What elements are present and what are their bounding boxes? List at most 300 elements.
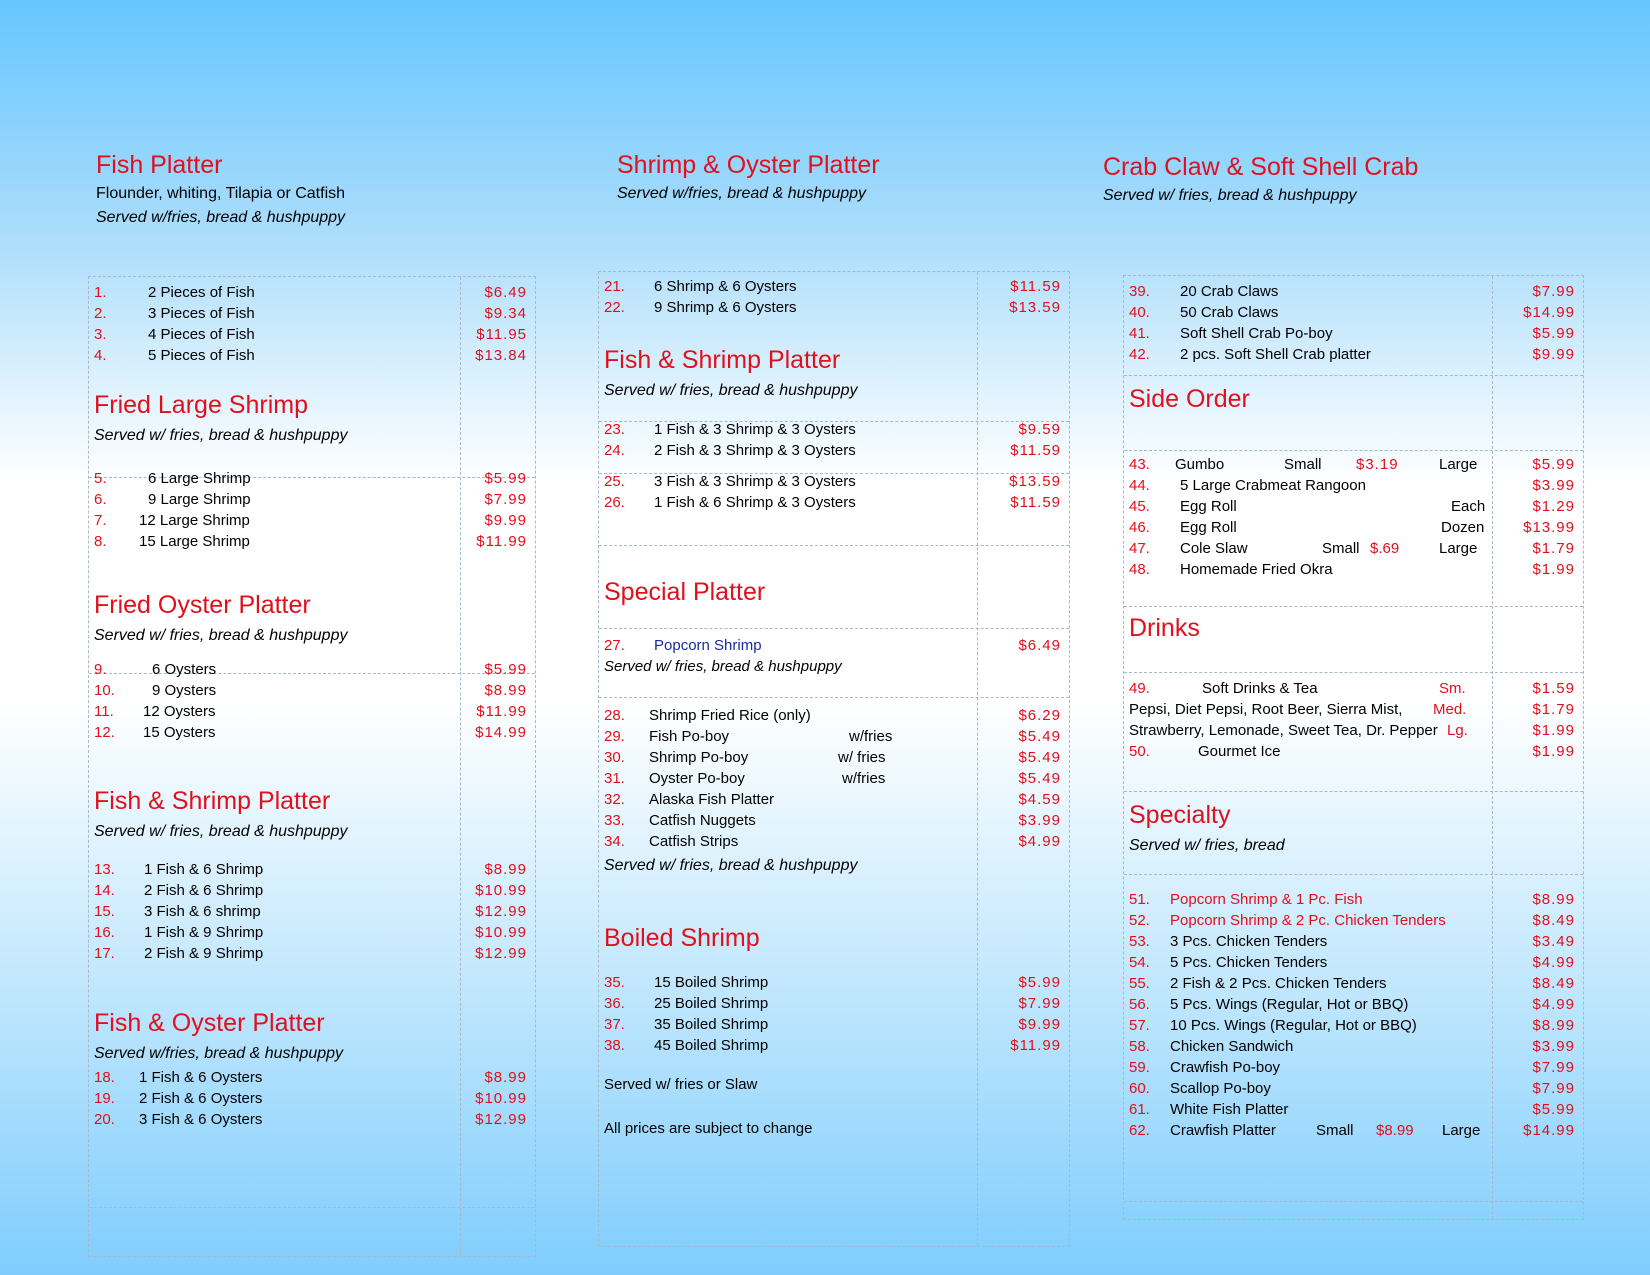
item-price: $7.99	[484, 491, 527, 508]
item-price: $7.99	[1532, 1080, 1575, 1097]
size-label: Lg.	[1447, 722, 1468, 739]
item-price: $11.59	[1010, 442, 1061, 459]
menu-item	[94, 531, 532, 552]
item-description: Cole Slaw	[1180, 540, 1248, 557]
menu-item	[1129, 910, 1580, 931]
item-price: $5.99	[1018, 974, 1061, 991]
item-price: $13.59	[1009, 299, 1061, 316]
item-number: 9.	[94, 661, 107, 678]
item-description: Soft Shell Crab Po-boy	[1180, 325, 1333, 342]
item-price: $1.99	[1532, 561, 1575, 578]
item-description: 2 Fish & 2 Pcs. Chicken Tenders	[1170, 975, 1387, 992]
menu-item	[1129, 889, 1580, 910]
item-price: $8.49	[1532, 912, 1575, 929]
item-price: $11.99	[476, 533, 527, 550]
item-price: $13.59	[1009, 473, 1061, 490]
item-price: $4.59	[1018, 791, 1061, 808]
section-title: Drinks	[1129, 614, 1200, 642]
menu-item	[94, 282, 532, 303]
section-title: Special Platter	[604, 578, 766, 606]
shrimp-oyster-header	[617, 150, 880, 206]
size-small: Small	[1284, 456, 1322, 473]
item-price: $1.79	[1532, 701, 1575, 718]
item-price: $12.99	[475, 945, 527, 962]
item-number: 55.	[1129, 975, 1150, 992]
item-description: 5 Pcs. Wings (Regular, Hot or BBQ)	[1170, 996, 1409, 1013]
item-description: 2 Pieces of Fish	[148, 284, 255, 301]
item-description: Shrimp Fried Rice (only)	[649, 707, 811, 724]
section-title: Fish & Shrimp Platter	[604, 346, 841, 374]
menu-item	[1129, 994, 1580, 1015]
item-description: 2 pcs. Soft Shell Crab platter	[1180, 346, 1371, 363]
section-subtitle: Served w/ fries, bread & hushpuppy	[1103, 187, 1357, 204]
menu-item	[604, 726, 1066, 747]
item-price: $11.99	[1010, 1037, 1061, 1054]
item-number: 51.	[1129, 891, 1150, 908]
menu-item	[1129, 323, 1580, 344]
small-price: $3.19	[1356, 456, 1399, 473]
item-price: $12.99	[475, 1111, 527, 1128]
item-description: Gumbo	[1175, 456, 1225, 473]
item-number: 17.	[94, 945, 115, 962]
item-description: Egg Roll	[1180, 498, 1237, 515]
item-description: Crawfish Platter	[1170, 1122, 1276, 1139]
item-number: 57.	[1129, 1017, 1150, 1034]
section-subtitle: Served w/fries, bread & hushpuppy	[617, 185, 867, 202]
price-disclaimer: All prices are subject to change	[604, 1120, 813, 1137]
item-description: Popcorn Shrimp & 1 Pc. Fish	[1170, 891, 1363, 908]
menu-item	[604, 276, 1066, 297]
size-large: Large	[1439, 456, 1478, 473]
item-description: 10 Pcs. Wings (Regular, Hot or BBQ)	[1170, 1017, 1417, 1034]
item-number: 38.	[604, 1037, 625, 1054]
item-description: Shrimp Po-boy	[649, 749, 749, 766]
item-number: 59.	[1129, 1059, 1150, 1076]
item-price: $14.99	[1523, 1122, 1575, 1139]
item-price: $1.29	[1532, 498, 1575, 515]
item-price: $8.99	[484, 861, 527, 878]
item-price: $9.99	[1018, 1016, 1061, 1033]
unit-label: Dozen	[1441, 519, 1485, 536]
item-number: 12.	[94, 724, 115, 741]
menu-panel-2	[598, 271, 1070, 1247]
item-number: 3.	[94, 326, 107, 343]
menu-item	[1129, 302, 1580, 323]
item-number: 32.	[604, 791, 625, 808]
unit-label: Each	[1451, 498, 1486, 515]
item-number: 39.	[1129, 283, 1150, 300]
menu-item	[1129, 1015, 1580, 1036]
item-description: Egg Roll	[1180, 519, 1237, 536]
item-price: $5.49	[1018, 728, 1061, 745]
item-description: 4 Pieces of Fish	[148, 326, 255, 343]
item-description: Catfish Strips	[649, 833, 739, 850]
section-title: Boiled Shrimp	[604, 924, 760, 952]
item-price: $3.99	[1532, 477, 1575, 494]
item-price: $8.99	[1532, 891, 1575, 908]
item-price: $9.59	[1018, 421, 1061, 438]
item-number: 14.	[94, 882, 115, 899]
item-description: 2 Fish & 3 Shrimp & 3 Oysters	[654, 442, 856, 459]
item-description: 15 Oysters	[143, 724, 216, 741]
item-price: $11.59	[1010, 494, 1061, 511]
item-number: 35.	[604, 974, 625, 991]
item-price: $4.99	[1532, 954, 1575, 971]
item-number: 33.	[604, 812, 625, 829]
item-number: 24.	[604, 442, 625, 459]
item-price: $5.49	[1018, 749, 1061, 766]
item-number: 2.	[94, 305, 107, 322]
size-small: Small	[1322, 540, 1360, 557]
item-number: 18.	[94, 1069, 115, 1086]
item-number: 23.	[604, 421, 625, 438]
item-description: 1 Fish & 6 Shrimp	[144, 861, 264, 878]
item-description: Oyster Po-boy	[649, 770, 745, 787]
menu-item	[1129, 496, 1580, 517]
item-description: 15 Boiled Shrimp	[654, 974, 769, 991]
menu-item	[604, 705, 1066, 726]
item-description: 35 Boiled Shrimp	[654, 1016, 769, 1033]
item-description: Popcorn Shrimp & 2 Pc. Chicken Tenders	[1170, 912, 1446, 929]
item-number: 30.	[604, 749, 625, 766]
menu-item	[604, 993, 1066, 1014]
item-number: 41.	[1129, 325, 1150, 342]
item-number: 11.	[94, 703, 114, 720]
menu-item	[94, 701, 532, 722]
menu-item	[604, 747, 1066, 768]
section-subtitle: Served w/ fries, bread & hushpuppy	[604, 658, 842, 675]
item-number: 15.	[94, 903, 115, 920]
item-description: White Fish Platter	[1170, 1101, 1289, 1118]
item-description: 12 Large Shrimp	[139, 512, 250, 529]
item-number: 50.	[1129, 743, 1150, 760]
item-description: Strawberry, Lemonade, Sweet Tea, Dr. Pepper	[1129, 722, 1438, 739]
item-price: $10.99	[475, 1090, 527, 1107]
item-number: 52.	[1129, 912, 1150, 929]
item-description: Catfish Nuggets	[649, 812, 756, 829]
menu-item	[1129, 1099, 1580, 1120]
section-subtitle: Served w/ fries, bread & hushpuppy	[94, 627, 348, 644]
item-description: 1 Fish & 6 Oysters	[139, 1069, 263, 1086]
menu-item	[94, 468, 532, 489]
item-number: 48.	[1129, 561, 1150, 578]
item-price: $11.59	[1010, 278, 1061, 295]
item-description: Chicken Sandwich	[1170, 1038, 1294, 1055]
section-subtitle: Served w/ fries, bread & hushpuppy	[604, 382, 858, 399]
item-price: $5.99	[1532, 325, 1575, 342]
menu-item	[604, 297, 1066, 318]
item-description: Scallop Po-boy	[1170, 1080, 1271, 1097]
item-description: 9 Shrimp & 6 Oysters	[654, 299, 797, 316]
item-number: 20.	[94, 1111, 115, 1128]
section-subtitle: Flounder, whiting, Tilapia or Catfish	[96, 185, 346, 202]
menu-item	[1129, 517, 1580, 538]
item-description: 6 Shrimp & 6 Oysters	[654, 278, 797, 295]
item-price: $8.99	[484, 1069, 527, 1086]
fish-platter-header	[96, 150, 345, 230]
item-number: 6.	[94, 491, 107, 508]
item-price: $14.99	[475, 724, 527, 741]
menu-item	[1129, 538, 1580, 559]
menu-item	[94, 345, 532, 366]
item-number: 54.	[1129, 954, 1150, 971]
item-description: Popcorn Shrimp	[654, 637, 762, 654]
item-price: $7.99	[1018, 995, 1061, 1012]
item-number: 45.	[1129, 498, 1150, 515]
menu-item	[1129, 281, 1580, 302]
item-description: 5 Pieces of Fish	[148, 347, 255, 364]
item-description: 1 Fish & 9 Shrimp	[144, 924, 264, 941]
menu-item	[1129, 931, 1580, 952]
section-subtitle: Served w/ fries, bread	[1129, 837, 1285, 854]
section-title: Crab Claw & Soft Shell Crab	[1103, 153, 1419, 181]
menu-item	[94, 901, 532, 922]
crab-header	[1103, 152, 1418, 208]
menu-item	[1129, 952, 1580, 973]
item-description: 20 Crab Claws	[1180, 283, 1279, 300]
item-price: $4.99	[1018, 833, 1061, 850]
item-price: $8.99	[1532, 1017, 1575, 1034]
item-number: 56.	[1129, 996, 1150, 1013]
item-price: $3.49	[1532, 933, 1575, 950]
menu-item	[94, 510, 532, 531]
item-number: 22.	[604, 299, 625, 316]
item-description: Alaska Fish Platter	[649, 791, 775, 808]
item-price: $13.99	[1523, 519, 1575, 536]
boiled-note: Served w/ fries or Slaw	[604, 1076, 758, 1093]
item-description: 9 Oysters	[152, 682, 217, 699]
section-subtitle: Served w/ fries, bread & hushpuppy	[94, 823, 348, 840]
item-description: 45 Boiled Shrimp	[654, 1037, 769, 1054]
item-price: $9.99	[1532, 346, 1575, 363]
item-note: w/fries	[842, 770, 886, 787]
menu-item	[604, 1014, 1066, 1035]
item-description: 1 Fish & 6 Shrimp & 3 Oysters	[654, 494, 856, 511]
item-description: Fish Po-boy	[649, 728, 730, 745]
menu-item	[604, 972, 1066, 993]
menu-item	[1129, 344, 1580, 365]
menu-item	[604, 471, 1066, 492]
section-title: Fish & Shrimp Platter	[94, 787, 331, 815]
menu-item	[604, 768, 1066, 789]
item-description: 6 Oysters	[152, 661, 217, 678]
menu-item	[1129, 1120, 1580, 1141]
section-subtitle: Served w/fries, bread & hushpuppy	[96, 209, 346, 226]
section-title: Side Order	[1129, 385, 1250, 413]
item-description: 3 Fish & 6 Oysters	[139, 1111, 263, 1128]
item-number: 13.	[94, 861, 115, 878]
menu-item	[94, 1088, 532, 1109]
item-number: 5.	[94, 470, 107, 487]
item-number: 44.	[1129, 477, 1150, 494]
item-number: 25.	[604, 473, 625, 490]
item-price: $6.49	[1018, 637, 1061, 654]
section-subtitle: Served w/ fries, bread & hushpuppy	[604, 857, 858, 874]
item-number: 19.	[94, 1090, 115, 1107]
size-small: Small	[1316, 1122, 1354, 1139]
item-description: Pepsi, Diet Pepsi, Root Beer, Sierra Mist,	[1129, 701, 1403, 718]
menu-item	[94, 659, 532, 680]
item-price: $3.99	[1018, 812, 1061, 829]
item-price: $1.59	[1532, 680, 1575, 697]
item-price: $6.29	[1018, 707, 1061, 724]
item-description: Homemade Fried Okra	[1180, 561, 1333, 578]
section-title: Fish Platter	[96, 151, 223, 179]
section-title: Fried Oyster Platter	[94, 591, 311, 619]
item-description: 15 Large Shrimp	[139, 533, 250, 550]
item-number: 53.	[1129, 933, 1150, 950]
menu-item	[94, 303, 532, 324]
menu-item	[94, 680, 532, 701]
item-number: 49.	[1129, 680, 1150, 697]
item-price: $11.95	[476, 326, 527, 343]
item-note: w/fries	[849, 728, 893, 745]
item-price: $1.99	[1532, 743, 1575, 760]
menu-item	[604, 635, 1066, 656]
menu-item	[604, 810, 1066, 831]
menu-item	[94, 489, 532, 510]
menu-item	[94, 880, 532, 901]
section-title: Shrimp & Oyster Platter	[617, 151, 880, 179]
item-price: $1.99	[1532, 722, 1575, 739]
item-description: 9 Large Shrimp	[148, 491, 251, 508]
item-number: 31.	[604, 770, 625, 787]
item-number: 28.	[604, 707, 625, 724]
item-number: 47.	[1129, 540, 1150, 557]
section-subtitle: Served w/ fries, bread & hushpuppy	[94, 427, 348, 444]
item-price: $5.99	[1532, 456, 1575, 473]
item-description: 3 Fish & 3 Shrimp & 3 Oysters	[654, 473, 856, 490]
item-number: 43.	[1129, 456, 1150, 473]
item-description: Soft Drinks & Tea	[1202, 680, 1318, 697]
item-number: 7.	[94, 512, 107, 529]
menu-item	[94, 922, 532, 943]
menu-item	[1129, 454, 1580, 475]
item-price: $11.99	[476, 703, 527, 720]
size-label: Sm.	[1439, 680, 1466, 697]
menu-item	[94, 722, 532, 743]
menu-item	[1129, 720, 1580, 741]
menu-item	[604, 1035, 1066, 1056]
size-large: Large	[1439, 540, 1478, 557]
menu-item	[604, 440, 1066, 461]
menu-item	[1129, 1057, 1580, 1078]
item-number: 16.	[94, 924, 115, 941]
item-price: $10.99	[475, 924, 527, 941]
menu-item	[94, 859, 532, 880]
item-description: 12 Oysters	[143, 703, 216, 720]
item-price: $10.99	[475, 882, 527, 899]
item-price: $5.99	[1532, 1101, 1575, 1118]
item-price: $9.99	[484, 512, 527, 529]
item-description: 3 Pcs. Chicken Tenders	[1170, 933, 1328, 950]
item-number: 61.	[1129, 1101, 1150, 1118]
size-label: Med.	[1433, 701, 1467, 718]
item-price: $5.99	[484, 470, 527, 487]
item-price: $5.49	[1018, 770, 1061, 787]
menu-item	[604, 419, 1066, 440]
menu-item	[1129, 741, 1580, 762]
item-price: $7.99	[1532, 283, 1575, 300]
menu-item	[1129, 678, 1580, 699]
item-description: 5 Large Crabmeat Rangoon	[1180, 477, 1366, 494]
item-price: $9.34	[484, 305, 527, 322]
small-price: $8.99	[1376, 1122, 1414, 1139]
menu-item	[1129, 475, 1580, 496]
item-description: 3 Fish & 6 shrimp	[144, 903, 261, 920]
menu-item	[94, 1067, 532, 1088]
item-description: 1 Fish & 3 Shrimp & 3 Oysters	[654, 421, 856, 438]
section-title: Fried Large Shrimp	[94, 391, 308, 419]
item-description: 2 Fish & 9 Shrimp	[144, 945, 264, 962]
item-number: 58.	[1129, 1038, 1150, 1055]
menu-item	[1129, 1036, 1580, 1057]
item-price: $5.99	[484, 661, 527, 678]
item-number: 34.	[604, 833, 625, 850]
item-description: 5 Pcs. Chicken Tenders	[1170, 954, 1328, 971]
small-price: $.69	[1370, 540, 1400, 557]
item-price: $13.84	[475, 347, 527, 364]
item-description: Gourmet Ice	[1198, 743, 1281, 760]
item-price: $4.99	[1532, 996, 1575, 1013]
item-price: $12.99	[475, 903, 527, 920]
item-number: 27.	[604, 637, 625, 654]
item-description: 3 Pieces of Fish	[148, 305, 255, 322]
item-number: 62.	[1129, 1122, 1150, 1139]
section-title: Fish & Oyster Platter	[94, 1009, 325, 1037]
item-description: 2 Fish & 6 Oysters	[139, 1090, 263, 1107]
item-number: 10.	[94, 682, 115, 699]
item-number: 42.	[1129, 346, 1150, 363]
size-large: Large	[1442, 1122, 1481, 1139]
menu-item	[604, 492, 1066, 513]
item-note: w/ fries	[838, 749, 886, 766]
item-price: $8.49	[1532, 975, 1575, 992]
item-price: $14.99	[1523, 304, 1575, 321]
menu-panel-1	[88, 276, 536, 1257]
item-price: $1.79	[1532, 540, 1575, 557]
menu-item	[94, 943, 532, 964]
item-number: 36.	[604, 995, 625, 1012]
item-price: $8.99	[484, 682, 527, 699]
menu-item	[1129, 559, 1580, 580]
item-number: 4.	[94, 347, 107, 364]
item-price: $6.49	[484, 284, 527, 301]
menu-item	[94, 1109, 532, 1130]
item-description: 6 Large Shrimp	[148, 470, 251, 487]
section-title: Specialty	[1129, 801, 1231, 829]
item-number: 40.	[1129, 304, 1150, 321]
menu-panel-3	[1123, 275, 1584, 1220]
item-description: 2 Fish & 6 Shrimp	[144, 882, 264, 899]
item-number: 1.	[94, 284, 107, 301]
menu-item	[1129, 699, 1580, 720]
item-price: $7.99	[1532, 1059, 1575, 1076]
menu-item	[604, 831, 1066, 852]
item-number: 37.	[604, 1016, 625, 1033]
menu-item	[1129, 973, 1580, 994]
menu-item	[94, 324, 532, 345]
item-price: $3.99	[1532, 1038, 1575, 1055]
item-number: 8.	[94, 533, 107, 550]
item-description: Crawfish Po-boy	[1170, 1059, 1281, 1076]
item-number: 60.	[1129, 1080, 1150, 1097]
section-subtitle: Served w/fries, bread & hushpuppy	[94, 1045, 344, 1062]
item-number: 21.	[604, 278, 625, 295]
item-description: 50 Crab Claws	[1180, 304, 1279, 321]
menu-item	[1129, 1078, 1580, 1099]
menu-item	[604, 789, 1066, 810]
